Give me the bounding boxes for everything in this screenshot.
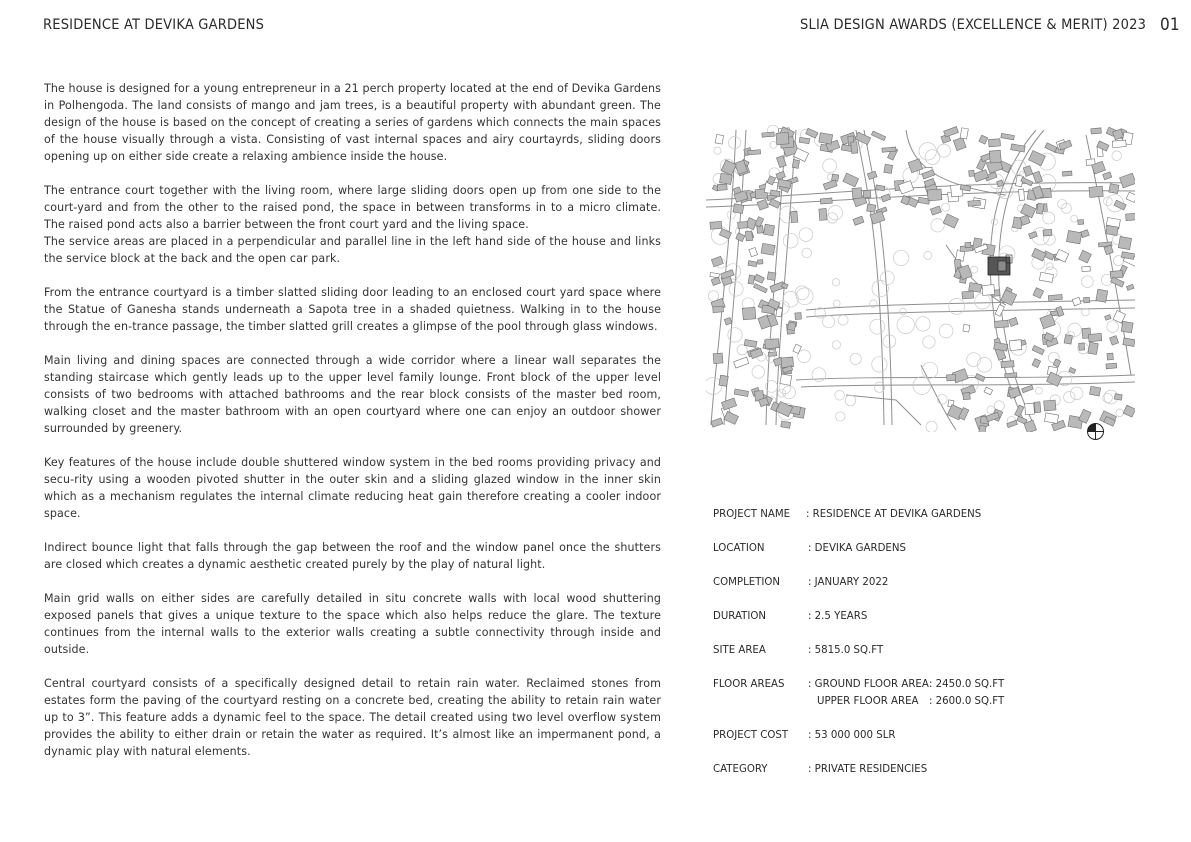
building-footprint xyxy=(758,260,763,265)
building-footprint xyxy=(745,231,752,241)
building-footprint xyxy=(713,353,723,364)
building-footprint xyxy=(1091,128,1102,134)
building-footprint xyxy=(762,132,774,137)
building-footprint xyxy=(748,275,755,284)
building-footprint xyxy=(820,198,832,204)
building-footprint xyxy=(1089,386,1100,396)
building-footprint xyxy=(819,209,827,221)
building-footprint xyxy=(733,204,744,214)
building-footprint xyxy=(863,190,871,198)
building-footprint xyxy=(1106,225,1119,235)
building-footprint xyxy=(719,375,728,386)
building-footprint xyxy=(851,142,858,154)
building-footprint xyxy=(1079,343,1085,350)
awards-header: SLIA DESIGN AWARDS (EXCELLENCE & MERIT) 2023 xyxy=(800,17,1147,33)
paragraph: Main grid walls on either sides are carefully detailed in situ concrete walls with local wood shuttering exposed panels that gives a unique texture to the space which also helps reduce the glare. The texture continues from the internal walls to the exterior walls creating a subtle connectivity through inside and outside. xyxy=(44,592,661,656)
detail-value: : PRIVATE RESIDENCIES xyxy=(808,764,928,775)
building-footprint xyxy=(988,139,1000,147)
paragraph: From the entrance courtyard is a timber slatted sliding door leading to an enclosed court yard space where the Statue of Ganesha stands underneath a Sapota tree in a shaded quietness. Walking in to the house through the en-trance passage, the timber slatted grill creates a glimpse of the pool through glass windows. xyxy=(44,286,661,333)
building-footprint xyxy=(795,313,802,320)
detail-label: COMPLETION xyxy=(713,577,781,588)
paragraph: The entrance court together with the living room, where large sliding doors open up from one side to the court-yard and from the other to the raised pond, the space in between transforms in to a micro climate. The raised pond acts also a barrier between the front court yard and the living space. xyxy=(44,184,661,231)
building-footprint xyxy=(1062,171,1072,176)
building-footprint xyxy=(963,324,970,332)
building-footprint xyxy=(1121,321,1133,333)
building-footprint xyxy=(968,200,981,206)
ground-floor-label: : GROUND FLOOR AREA xyxy=(808,679,929,690)
building-footprint xyxy=(1082,266,1091,271)
detail-label: PROJECT NAME xyxy=(713,509,791,520)
building-footprint xyxy=(882,147,896,152)
building-footprint xyxy=(1019,189,1025,201)
building-footprint xyxy=(1044,413,1058,424)
detail-label: FLOOR AREAS xyxy=(713,679,785,690)
detail-value: : 2.5 YEARS xyxy=(808,611,868,622)
building-footprint xyxy=(713,306,724,313)
building-footprint xyxy=(1118,236,1131,249)
building-footprint xyxy=(787,322,795,331)
building-footprint xyxy=(1114,394,1122,401)
building-footprint xyxy=(1067,231,1082,244)
detail-label: PROJECT COST xyxy=(713,730,789,741)
building-footprint xyxy=(1083,297,1089,303)
project-description xyxy=(44,80,661,777)
building-footprint xyxy=(960,128,968,139)
detail-label: CATEGORY xyxy=(713,764,768,775)
building-footprint xyxy=(1089,186,1103,197)
page-number: 01 xyxy=(1160,15,1180,35)
paragraph: Central courtyard consists of a specifically designed detail to retain rain water. Reclaimed stones from estates form the paving of the courtyard resting on a concrete bed, creating the ability to retain rain water up to 3”. This feature adds a dynamic feel to the space. The detail created using two level overflow system provides the ability to either drain or retain the water as required. It’s almost like an impermanent pond, a dynamic play with natural elements. xyxy=(44,677,661,758)
detail-label: LOCATION xyxy=(713,543,765,554)
building-footprint xyxy=(1096,289,1108,302)
site-location-map xyxy=(706,125,1135,432)
building-footprint xyxy=(1112,140,1126,148)
detail-value: : JANUARY 2022 xyxy=(808,577,889,588)
building-footprint xyxy=(979,425,987,432)
building-footprint xyxy=(761,243,775,255)
building-footprint xyxy=(1106,363,1117,369)
project-site-building xyxy=(988,255,1012,275)
building-footprint xyxy=(867,204,876,212)
building-footprint xyxy=(994,320,1008,328)
building-footprint xyxy=(989,150,1001,163)
paragraph: Main living and dining spaces are connected through a wide corridor where a linear wall separates the standing staircase which gently leads up to the upper level family lounge. Front block of the upper level consists of two bedrooms with attached bathrooms and the rear block consists of the master bed room, walking closet and the master bathroom with an open courtyard where one can enjoy an outdoor shower surrounded by greenery. xyxy=(44,354,661,435)
building-footprint xyxy=(1078,220,1084,225)
building-footprint xyxy=(852,188,862,199)
building-footprint xyxy=(738,221,748,228)
building-footprint xyxy=(765,339,779,349)
building-footprint xyxy=(1034,402,1041,413)
building-footprint xyxy=(1009,340,1021,351)
building-footprint xyxy=(962,291,974,299)
building-footprint xyxy=(792,160,799,169)
building-footprint xyxy=(710,221,722,229)
paragraph: Indirect bounce light that falls through the gap between the roof and the window panel once the shutters are closed which creates a dynamic aesthetic created purely by the play of natural light. xyxy=(44,541,661,571)
north-arrow-icon xyxy=(1086,422,1105,441)
building-footprint xyxy=(1126,213,1135,221)
building-footprint xyxy=(884,164,893,173)
project-title-header: RESIDENCE AT DEVIKA GARDENS xyxy=(43,17,265,33)
detail-value: : 5815.0 SQ.FT xyxy=(808,645,884,656)
building-footprint xyxy=(748,150,761,155)
detail-label: SITE AREA xyxy=(713,645,766,656)
detail-value: : 53 000 000 SLR xyxy=(808,730,896,741)
building-footprint xyxy=(1088,342,1098,354)
building-footprint xyxy=(963,393,970,400)
paragraph: Key features of the house include double shuttered window system in the bed rooms providing privacy and secu-rity using a wooden pivoted shutter in the outer skin and a sliding glazed window in the inner skin which as a mechanism regulates the internal climate reducing heat gain therefore creating a cooler indoor space. xyxy=(44,456,661,520)
ground-floor-value: : 2450.0 SQ.FT xyxy=(929,679,1005,690)
building-footprint xyxy=(1109,184,1119,194)
upper-floor-label: UPPER FLOOR AREA xyxy=(817,696,919,707)
building-footprint xyxy=(1110,270,1123,278)
building-footprint xyxy=(1088,333,1101,341)
building-footprint xyxy=(781,421,791,428)
paragraph: The house is designed for a young entrepreneur in a 21 perch property located at the end of Devika Gardens in Polhengoda. The land consists of mango and jam trees, is a beautiful property with abundant green. The design of the house is based on the concept of creating a series of gardens which connects the main spaces of the house visually through a vista. Consisting of vast internal spaces and airy courtayrds, sliding doors opening up on either side create a relaxing ambience inside the house. xyxy=(44,82,661,163)
building-footprint xyxy=(969,170,975,176)
building-footprint xyxy=(776,132,789,145)
building-footprint xyxy=(1044,400,1056,411)
building-footprint xyxy=(982,285,995,296)
building-footprint xyxy=(946,374,955,381)
building-footprint xyxy=(1107,353,1113,360)
building-footprint xyxy=(965,242,971,248)
building-footprint xyxy=(819,133,833,145)
upper-floor-value: : 2600.0 SQ.FT xyxy=(929,696,1005,707)
paragraph: The service areas are placed in a perpendicular and parallel line in the left hand side of the house and links the service block at the back and the open car park. xyxy=(44,235,661,265)
building-footprint xyxy=(780,374,792,385)
building-footprint xyxy=(715,134,723,144)
building-footprint xyxy=(742,307,756,320)
building-footprint xyxy=(1025,403,1035,415)
building-footprint xyxy=(717,184,727,191)
building-footprint xyxy=(767,272,776,281)
building-footprint xyxy=(1005,373,1017,378)
building-footprint xyxy=(1064,335,1072,345)
building-footprint xyxy=(927,189,942,201)
building-footprint xyxy=(1043,229,1052,236)
detail-label: DURATION xyxy=(713,611,767,622)
detail-value: : DEVIKA GARDENS xyxy=(808,543,906,554)
building-footprint xyxy=(781,357,794,368)
detail-value: : RESIDENCE AT DEVIKA GARDENS xyxy=(806,509,982,520)
building-footprint xyxy=(763,224,774,236)
building-footprint xyxy=(791,211,798,222)
building-footprint xyxy=(1001,361,1014,368)
building-footprint xyxy=(768,352,776,357)
building-footprint xyxy=(1048,294,1062,300)
